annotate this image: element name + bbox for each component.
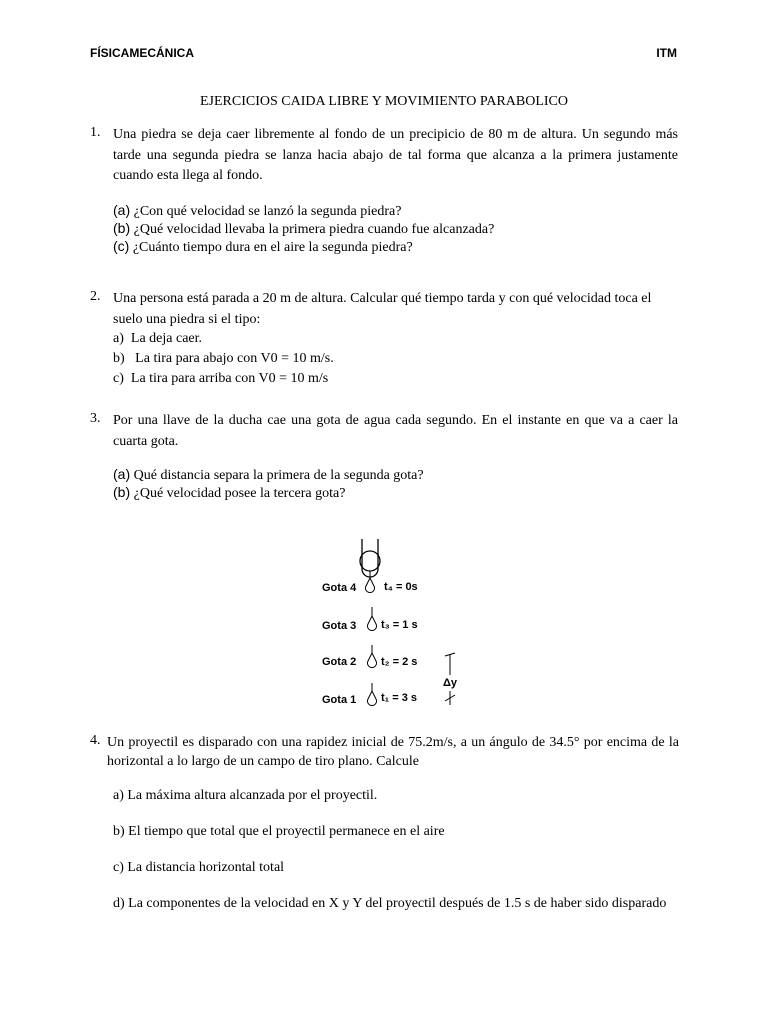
problem-2-item-b xyxy=(113,349,334,369)
drop-3-time: t₃ = 1 s xyxy=(381,619,418,631)
item-text: La tira para abajo con V0 = 10 m/s. xyxy=(131,351,334,366)
item-text: Qué distancia separa la primera de la segunda gota? xyxy=(133,468,424,483)
problem-2-text: Una persona está parada a 20 m de altura. Calcular qué tiempo tarda y con qué velocidad toca el suelo una piedra si el tipo: xyxy=(113,291,652,327)
item-label: (c) xyxy=(113,238,130,254)
problem-2-item-c xyxy=(113,369,328,389)
problem-4-item-c: c) La distancia horizontal total xyxy=(113,860,285,875)
item-label: (b) xyxy=(113,484,131,500)
page-title: EJERCICIOS CAIDA LIBRE Y MOVIMIENTO PARABOLICO xyxy=(199,94,569,109)
item-label: c) xyxy=(113,371,124,386)
problem-1-number: 1. xyxy=(90,125,101,140)
item-label: (a) xyxy=(113,202,131,218)
drop-2-label: Gota 2 xyxy=(322,656,357,668)
header-course: FÍSICAMECÁNICA xyxy=(90,46,194,60)
item-text: ¿Qué velocidad posee la tercera gota? xyxy=(133,486,346,501)
item-text: ¿Qué velocidad llevaba la primera piedra cuando fue alcanzada? xyxy=(133,222,495,237)
item-label: a) xyxy=(113,331,124,346)
item-text: La deja caer. xyxy=(130,331,203,346)
drop-icon xyxy=(368,683,377,706)
item-text: ¿Con qué velocidad se lanzó la segunda piedra? xyxy=(133,204,402,219)
problem-1-item-b xyxy=(113,219,494,239)
problem-3-item-b xyxy=(113,483,345,503)
item-text: La tira para arriba con V0 = 10 m/s xyxy=(130,371,329,386)
problem-4-number: 4. xyxy=(90,733,101,748)
item-label: (a) xyxy=(113,466,131,482)
item-label: (b) xyxy=(113,220,131,236)
item-label: b) xyxy=(113,351,125,366)
drop-icon xyxy=(368,607,377,631)
problem-2-item-a xyxy=(113,329,202,349)
problem-4-item-d: d) La componentes de la velocidad en X y Y del proyectil después de 1.5 s de haber sido disparado xyxy=(113,896,667,911)
problem-3-number: 3. xyxy=(90,411,101,426)
header-institution: ITM xyxy=(656,46,677,60)
problem-1-text: Una piedra se deja caer libremente al fondo de un precipicio de 80 m de altura. Un segundo más tarde una segunda piedra se lanza hacia abajo de tal forma que alcanza a la primera justamente cuando esta llega al fondo. xyxy=(113,127,678,183)
drop-4-label: Gota 4 xyxy=(322,582,357,594)
problem-1-item-c xyxy=(113,237,413,257)
problem-2-number: 2. xyxy=(90,289,101,304)
problem-4-item-b: b) El tiempo que total que el proyectil permanece en el aire xyxy=(113,824,445,839)
drop-icon xyxy=(368,645,377,668)
problem-4-item-a: a) La máxima altura alcanzada por el proyectil. xyxy=(113,788,378,803)
falling-drops-diagram xyxy=(300,535,480,710)
delta-y-label: Δy xyxy=(443,677,458,689)
drop-1-label: Gota 1 xyxy=(322,694,357,706)
problem-3-item-a xyxy=(113,465,424,485)
drop-3-label: Gota 3 xyxy=(322,620,357,632)
drop-1-time: t₁ = 3 s xyxy=(381,692,418,704)
drop-icon xyxy=(366,571,375,593)
problem-4-text: Un proyectil es disparado con una rapidez inicial de 75.2m/s, a un ángulo de 34.5° por encima de la horizontal a lo largo de un campo de tiro plano. Calcule xyxy=(107,735,679,769)
problem-3-text: Por una llave de la ducha cae una gota de agua cada segundo. En el instante en que va a caer la cuarta gota. xyxy=(113,413,678,449)
item-text: ¿Cuánto tiempo dura en el aire la segunda piedra? xyxy=(132,240,413,255)
drop-4-time: t₄ = 0s xyxy=(384,581,418,593)
problem-1-item-a xyxy=(113,201,401,221)
drop-2-time: t₂ = 2 s xyxy=(381,656,418,668)
